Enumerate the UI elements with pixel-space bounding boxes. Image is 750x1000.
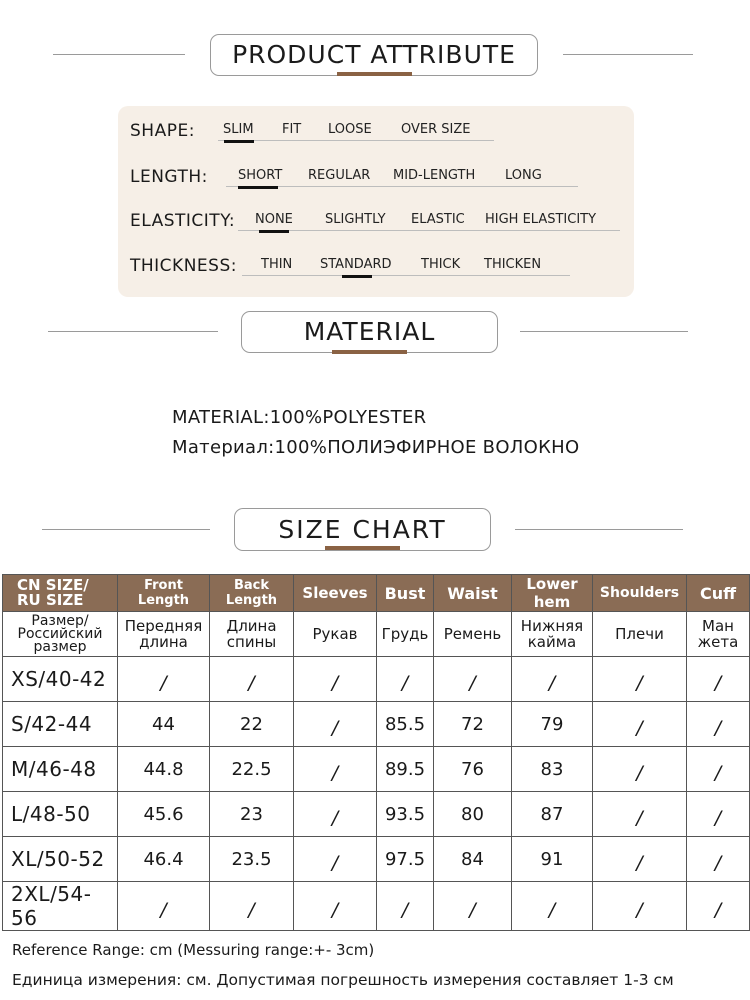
value-cell: [512, 792, 593, 837]
size-cell: M/46-48: [3, 747, 118, 792]
column-header: Sleeves: [294, 575, 377, 612]
value-cell: [593, 657, 687, 702]
value-text: /: [636, 807, 643, 829]
value-cell: [434, 837, 512, 882]
value-cell: [210, 747, 294, 792]
attribute-option: LONG: [505, 168, 542, 183]
value-text: 84: [461, 848, 484, 870]
value-text: 79: [540, 713, 564, 735]
value-cell: [687, 657, 750, 702]
value-cell: [512, 747, 593, 792]
value-text: 89.5: [384, 758, 426, 780]
value-text: /: [714, 899, 722, 921]
section-title: SIZE CHART: [278, 515, 447, 544]
value-text: 23: [240, 803, 263, 825]
column-header-ru: Грудь: [377, 612, 434, 657]
value-text: /: [636, 717, 643, 739]
reference-note-ru: Единица измерения: см. Допустимая погрешность измерения составляет 1-3 см: [12, 971, 674, 989]
value-cell: [118, 792, 210, 837]
attribute-row-elasticity: [118, 208, 634, 238]
attribute-label: THICKNESS:: [130, 256, 237, 276]
title-underline: [325, 546, 400, 550]
value-cell: [377, 792, 434, 837]
value-text: /: [160, 672, 167, 694]
section-title-box: [241, 311, 498, 353]
table-header-row: [3, 575, 750, 612]
attribute-option: NONE: [255, 212, 293, 227]
value-text: /: [469, 672, 476, 694]
attribute-label: LENGTH:: [130, 167, 208, 187]
divider-line-right: [520, 331, 688, 332]
value-cell: [294, 747, 377, 792]
value-cell: [512, 882, 593, 931]
value-cell: [593, 837, 687, 882]
value-cell: [294, 702, 377, 747]
value-cell: [434, 657, 512, 702]
value-text: /: [248, 899, 255, 921]
attribute-option: HIGH ELASTICITY: [485, 212, 597, 227]
size-cell: S/42-44: [3, 702, 118, 747]
selected-marker: [342, 275, 372, 278]
value-cell: [294, 882, 377, 931]
column-header-ru: Размер/ Российский размер: [3, 612, 118, 657]
value-text: /: [331, 807, 339, 829]
section-title: PRODUCT ATTRIBUTE: [232, 40, 516, 69]
value-cell: [294, 657, 377, 702]
value-text: /: [714, 852, 722, 874]
value-text: /: [469, 899, 476, 921]
value-cell: [210, 792, 294, 837]
attribute-option: STANDARD: [320, 257, 392, 272]
attribute-option: SLIGHTLY: [325, 212, 386, 227]
value-text: 45.6: [143, 803, 184, 825]
value-cell: [512, 657, 593, 702]
value-cell: [294, 792, 377, 837]
value-text: /: [331, 762, 339, 784]
value-cell: [377, 657, 434, 702]
value-text: 76: [461, 758, 484, 780]
value-cell: [118, 837, 210, 882]
value-cell: [118, 747, 210, 792]
attribute-option: THICK: [421, 257, 461, 272]
value-text: /: [636, 762, 643, 784]
value-text: /: [331, 717, 339, 739]
value-text: 23.5: [231, 848, 272, 870]
column-header-ru: Рукав: [294, 612, 377, 657]
value-cell: [377, 702, 434, 747]
value-text: 72: [461, 713, 484, 735]
value-cell: [687, 702, 750, 747]
column-header: Shoulders: [593, 575, 687, 612]
section-title-box: [234, 508, 491, 551]
value-text: /: [331, 852, 339, 874]
value-text: 46.4: [143, 848, 184, 870]
value-text: 87: [540, 803, 564, 825]
attribute-rule: [226, 186, 578, 187]
value-cell: [687, 747, 750, 792]
column-header: Lower hem: [512, 575, 593, 612]
value-text: /: [714, 717, 722, 739]
column-header-ru: Ремень: [434, 612, 512, 657]
column-header: Cuff: [687, 575, 750, 612]
value-cell: [593, 747, 687, 792]
attribute-panel: [118, 106, 634, 297]
value-cell: [687, 837, 750, 882]
column-header: CN SIZE/ RU SIZE: [3, 575, 118, 612]
attribute-option: LOOSE: [328, 122, 372, 137]
value-cell: [294, 837, 377, 882]
attribute-option: SLIM: [223, 122, 254, 137]
column-header: Back Length: [210, 575, 294, 612]
material-line-ru: Материал:100%ПОЛИЭФИРНОЕ ВОЛОКНО: [172, 437, 580, 458]
attribute-row-shape: [118, 118, 634, 148]
value-text: /: [401, 672, 409, 694]
table-row: [3, 747, 750, 792]
value-cell: [512, 702, 593, 747]
divider-line-right: [563, 54, 693, 55]
table-row: [3, 657, 750, 702]
attribute-row-thickness: [118, 253, 634, 283]
value-text: /: [331, 672, 339, 694]
value-cell: [687, 882, 750, 931]
value-text: 93.5: [384, 803, 426, 825]
attribute-row-length: [118, 164, 634, 194]
value-text: /: [714, 807, 722, 829]
value-text: 44: [152, 713, 175, 735]
size-cell: L/48-50: [3, 792, 118, 837]
value-cell: [687, 792, 750, 837]
table-header-row-ru: [3, 612, 750, 657]
value-cell: [434, 747, 512, 792]
value-text: 91: [540, 848, 564, 870]
material-line-en: MATERIAL:100%POLYESTER: [172, 407, 427, 428]
attribute-option: ELASTIC: [411, 212, 465, 227]
divider-line-right: [515, 529, 683, 530]
column-header-ru: Нижняя кайма: [512, 612, 593, 657]
size-cell: 2XL/54-56: [3, 882, 118, 931]
attribute-option: THICKEN: [484, 257, 542, 272]
attribute-option: SHORT: [238, 168, 283, 183]
value-cell: [593, 702, 687, 747]
value-cell: [512, 837, 593, 882]
column-header-ru: Длина спины: [210, 612, 294, 657]
value-cell: [434, 792, 512, 837]
table-row: [3, 837, 750, 882]
value-cell: [593, 882, 687, 931]
selected-marker: [224, 140, 254, 143]
column-header-ru: Передняя длина: [118, 612, 210, 657]
value-cell: [210, 657, 294, 702]
reference-note-en: Reference Range: cm (Messuring range:+- 3cm): [12, 941, 375, 959]
value-text: 22.5: [231, 758, 272, 780]
value-text: 44.8: [143, 758, 184, 780]
table-row: [3, 792, 750, 837]
value-text: 22: [240, 713, 263, 735]
attribute-option: MID-LENGTH: [393, 168, 476, 183]
value-cell: [210, 702, 294, 747]
column-header-ru: Плечи: [593, 612, 687, 657]
attribute-rule: [218, 140, 494, 141]
value-text: 97.5: [384, 848, 426, 870]
value-cell: [434, 882, 512, 931]
size-cell: XS/40-42: [3, 657, 118, 702]
value-text: 83: [540, 758, 564, 780]
column-header-ru: Ман жета: [687, 612, 750, 657]
value-text: /: [160, 899, 167, 921]
value-text: /: [714, 672, 722, 694]
value-text: /: [636, 672, 643, 694]
column-header: Waist: [434, 575, 512, 612]
divider-line-left: [48, 331, 218, 332]
attribute-label: SHAPE:: [130, 121, 195, 141]
value-text: 80: [461, 803, 484, 825]
table-row: [3, 702, 750, 747]
attribute-option: FIT: [282, 122, 302, 137]
value-text: /: [636, 899, 643, 921]
value-text: 85.5: [384, 713, 426, 735]
value-text: /: [714, 762, 722, 784]
divider-line-left: [42, 529, 210, 530]
value-cell: [434, 702, 512, 747]
value-cell: [210, 882, 294, 931]
attribute-option: OVER SIZE: [401, 122, 471, 137]
column-header: Bust: [377, 575, 434, 612]
value-text: /: [248, 672, 255, 694]
value-text: /: [331, 899, 339, 921]
value-text: /: [548, 899, 556, 921]
size-cell: XL/50-52: [3, 837, 118, 882]
value-cell: [377, 747, 434, 792]
value-cell: [377, 882, 434, 931]
attribute-label: ELASTICITY:: [130, 211, 236, 231]
attribute-option: REGULAR: [308, 168, 371, 183]
value-cell: [118, 702, 210, 747]
value-cell: [593, 792, 687, 837]
title-underline: [337, 72, 412, 76]
value-cell: [118, 882, 210, 931]
section-title-box: [210, 34, 538, 76]
value-cell: [118, 657, 210, 702]
section-title: MATERIAL: [303, 317, 436, 346]
value-cell: [377, 837, 434, 882]
title-underline: [332, 350, 407, 354]
divider-line-left: [53, 54, 185, 55]
table-row: [3, 882, 750, 931]
value-text: /: [636, 852, 643, 874]
attribute-rule: [242, 275, 570, 276]
attribute-rule: [238, 230, 620, 231]
selected-marker: [238, 186, 278, 189]
selected-marker: [259, 230, 289, 233]
size-chart-table: [2, 574, 750, 931]
value-text: /: [548, 672, 556, 694]
value-text: /: [401, 899, 409, 921]
value-cell: [210, 837, 294, 882]
attribute-option: THIN: [261, 257, 293, 272]
column-header: Front Length: [118, 575, 210, 612]
